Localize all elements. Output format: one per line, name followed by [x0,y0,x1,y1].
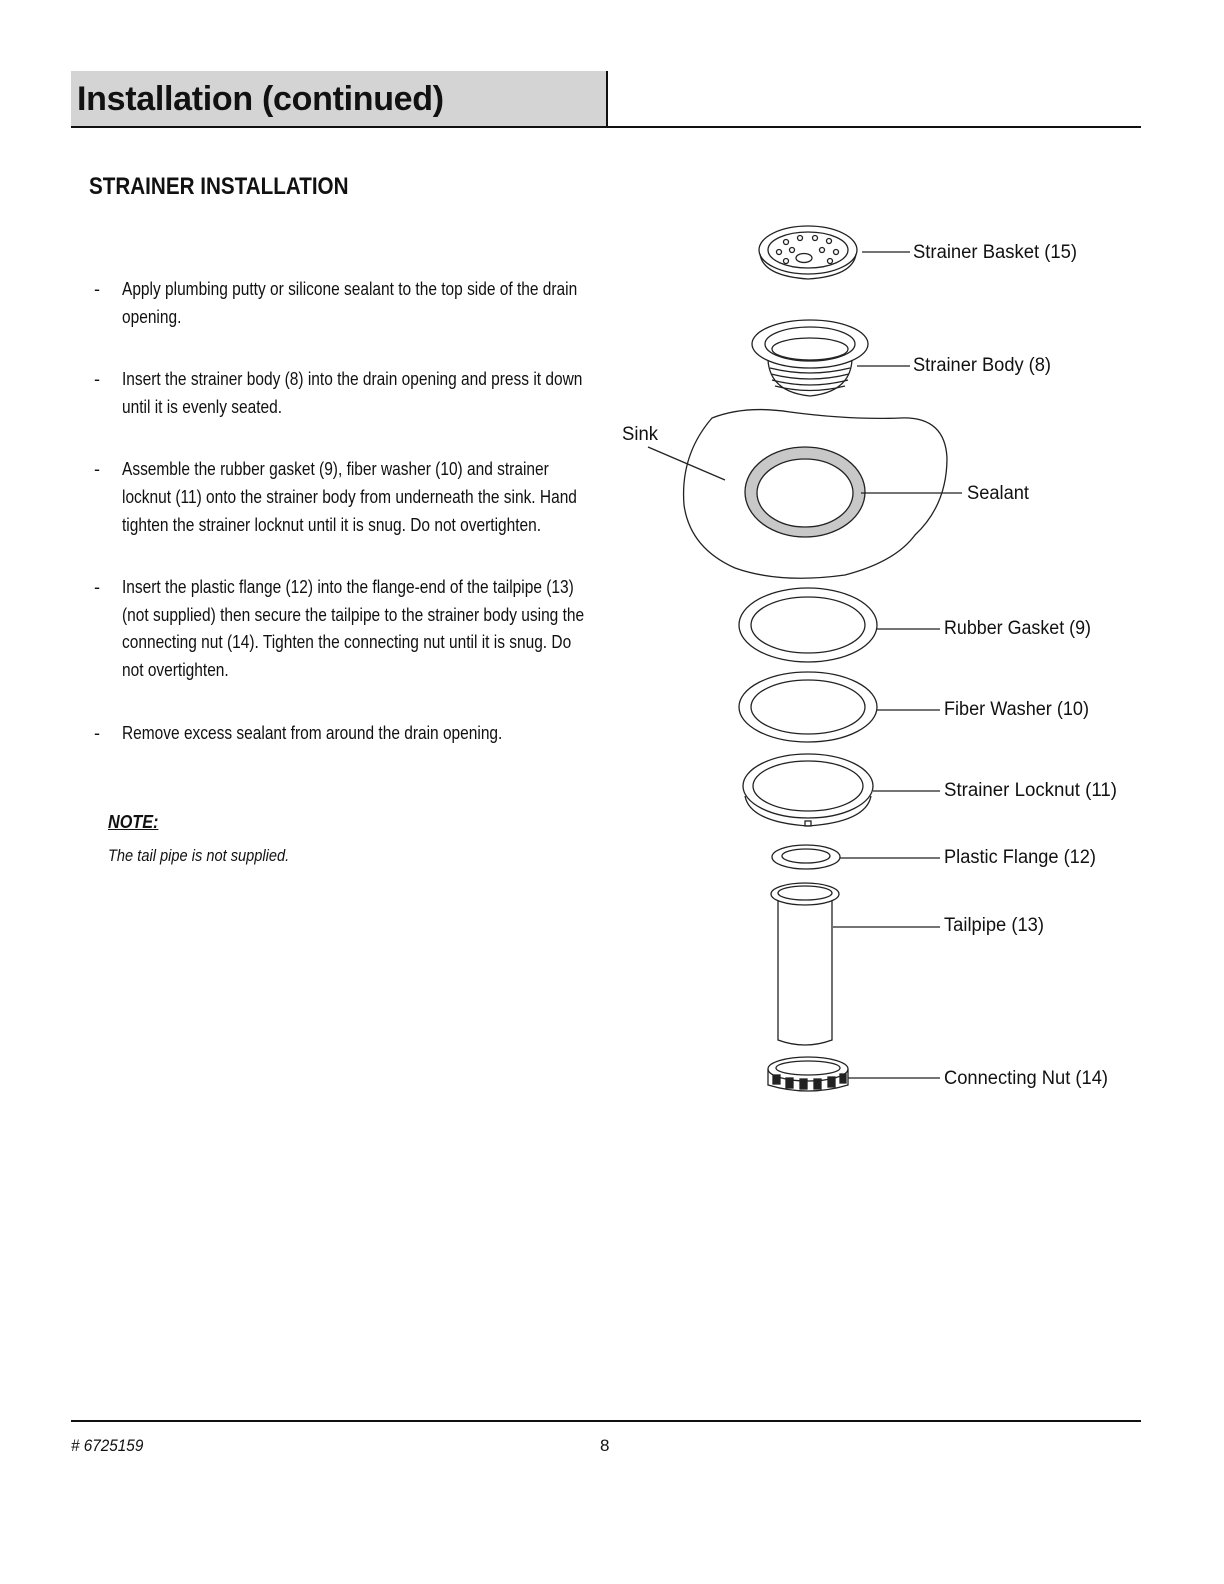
page-title: Installation (continued) [77,80,444,118]
tailpipe-drawing [771,883,839,1045]
label-strainer-locknut: Strainer Locknut (11) [944,780,1117,801]
footer-rule [71,1420,1141,1422]
strainer-basket-drawing [759,226,857,279]
instruction-step [94,366,594,421]
step-text: Assemble the rubber gasket (9), fiber washer (10) and strainer locknut (11) onto the strainer body from underneath the sink. Hand tighten the strainer locknut until it is snug. Do not overtighten. [122,459,577,535]
label-sealant: Sealant [967,483,1030,504]
label-plastic-flange: Plastic Flange (12) [944,847,1096,868]
instruction-step [94,574,594,684]
page-number: 8 [600,1436,610,1455]
step-bullet: - [94,577,100,598]
section-title: STRAINER INSTALLATION [89,173,349,200]
instruction-step [94,456,594,539]
document-number: # 6725159 [71,1436,144,1455]
step-bullet: - [94,279,100,299]
header-divider [606,71,608,128]
exploded-parts-diagram [600,200,1160,1120]
note-text: The tail pipe is not supplied. [108,846,290,865]
step-text: Insert the plastic flange (12) into the flange-end of the tailpipe (13) (not supplied) then secure the tailpipe to the strainer body using the connecting nut (14). Tighten the connecting nut until it is snug. Do not overtighten. [122,577,585,680]
strainer-locknut-drawing [743,754,873,826]
sink-drawing [684,410,947,579]
step-text: Insert the strainer body (8) into the drain opening and press it down until it is evenly seated. [122,369,583,417]
instruction-step [94,276,594,331]
label-strainer-basket: Strainer Basket (15) [913,242,1077,263]
step-bullet: - [94,369,100,390]
connecting-nut-drawing [768,1057,848,1091]
plastic-flange-drawing [772,845,840,869]
note-label: NOTE: [108,812,159,832]
fiber-washer-drawing [739,672,877,742]
label-rubber-gasket: Rubber Gasket (9) [944,618,1091,639]
label-sink: Sink [622,424,659,445]
step-bullet: - [94,722,100,743]
label-tailpipe: Tailpipe (13) [944,915,1044,936]
step-bullet: - [94,459,100,480]
step-text: Apply plumbing putty or silicone sealant to the top side of the drain opening. [122,279,578,327]
label-fiber-washer: Fiber Washer (10) [944,699,1089,720]
step-text: Remove excess sealant from around the drain opening. [122,722,503,743]
label-connecting-nut: Connecting Nut (14) [944,1068,1108,1089]
strainer-body-drawing [752,320,868,396]
rubber-gasket-drawing [739,588,877,662]
header-rule [71,126,1141,128]
instruction-list [94,276,594,782]
instruction-step [94,720,594,748]
label-strainer-body: Strainer Body (8) [913,355,1051,376]
